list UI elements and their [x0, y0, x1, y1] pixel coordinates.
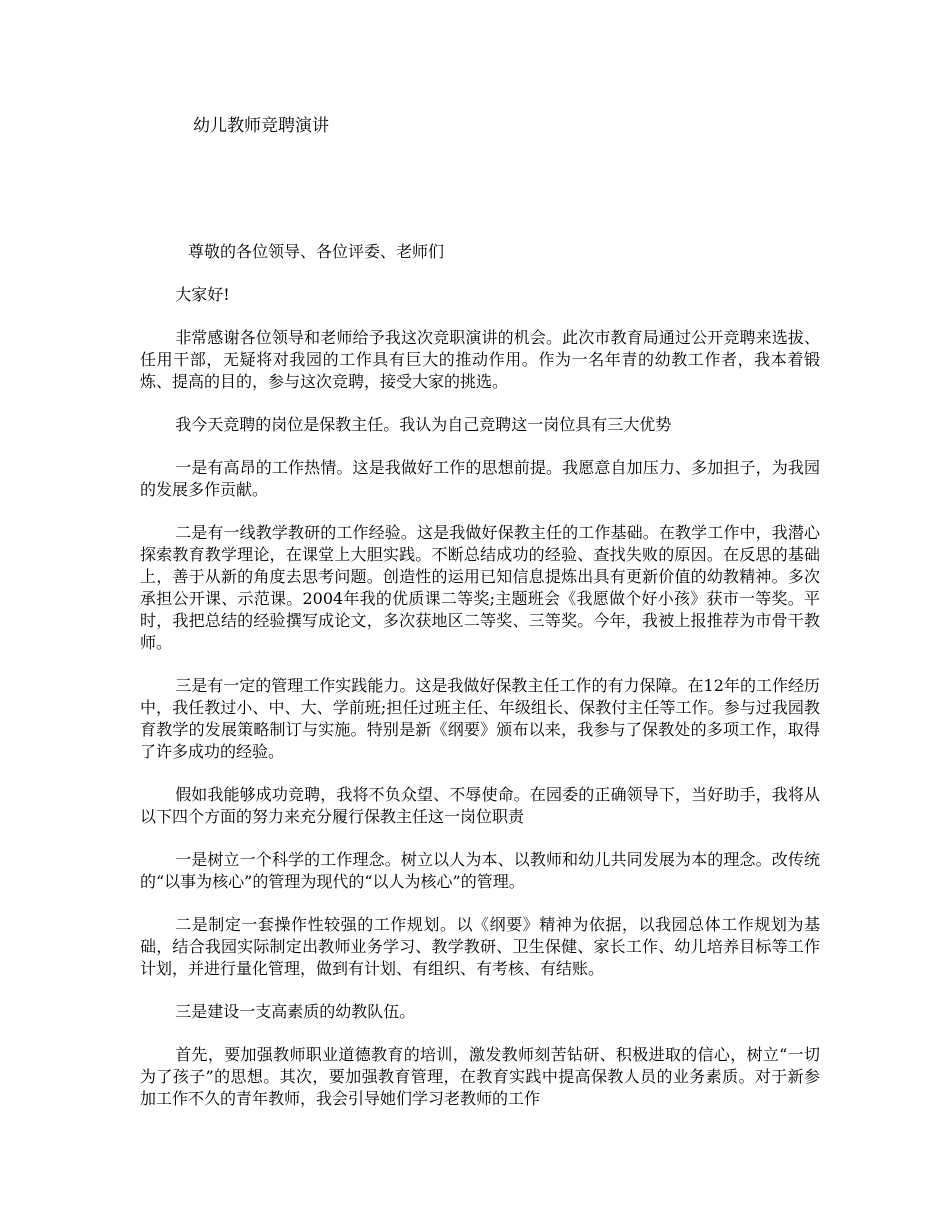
paragraph-advantage-1: 一是有高昂的工作热情。这是我做好工作的思想前提。我愿意自加压力、多加担子，为我园的发展多作贡献。: [140, 458, 820, 499]
document-title: 幼儿教师竞聘演讲: [193, 116, 329, 136]
salutation: 尊敬的各位领导、各位评委、老师们: [188, 242, 445, 261]
paragraph-position: 我今天竞聘的岗位是保教主任。我认为自己竞聘这一岗位具有三大优势: [175, 415, 672, 434]
paragraph-duty-2: 二是制定一套操作性较强的工作规划。以《纲要》精神为依据，以我园总体工作规划为基础，结合我园实际制定出教师业务学习、教学教研、卫生保健、家长工作、幼儿培养目标等工作计划，并进行量化管理，做到有计划、有组织、有考核、有结账。: [140, 915, 820, 978]
paragraph-duty-3: 三是建设一支高素质的幼教队伍。: [175, 1002, 416, 1021]
paragraph-duty-1: 一是树立一个科学的工作理念。树立以人为本、以教师和幼儿共同发展为本的理念。改传统的“以事为核心”的管理为现代的“以人为核心”的管理。: [140, 850, 820, 891]
paragraph-training: 首先，要加强教师职业道德教育的培训，激发教师刻苦钻研、积极进取的信心，树立“一切为了孩子”的思想。其次，要加强教育管理，在教育实践中提高保教人员的业务素质。对于新参加工作不久的青年教师，我会引导她们学习老教师的工作: [140, 1045, 820, 1108]
paragraph-greeting: 大家好!: [175, 285, 230, 304]
document-body: [140, 284, 820, 1131]
paragraph-thanks: 非常感谢各位领导和老师给予我这次竞职演讲的机会。此次市教育局通过公开竞聘来选拔、任用干部，无疑将对我园的工作具有巨大的推动作用。作为一名年青的幼教工作者，我本着锻炼、提高的目的，参与这次竞聘，接受大家的挑选。: [140, 328, 820, 391]
paragraph-advantage-2: 二是有一线教学教研的工作经验。这是我做好保教主任的工作基础。在教学工作中，我潜心探索教育教学理论，在课堂上大胆实践。不断总结成功的经验、查找失败的原因。在反思的基础上，善于从新的角度去思考问题。创造性的运用已知信息提炼出具有更新价值的幼教精神。多次承担公开课、示范课。2004年我的优质课二等奖;主题班会《我愿做个好小孩》获市一等奖。平时，我把总结的经验撰写成论文，多次获地区二等奖、三等奖。今年，我被上报推荐为市骨干教师。: [140, 523, 820, 652]
paragraph-advantage-3: 三是有一定的管理工作实践能力。这是我做好保教主任工作的有力保障。在12年的工作经历中，我任教过小、中、大、学前班;担任过班主任、年级组长、保教付主任等工作。参与过我园教育教学的发展策略制订与实施。特别是新《纲要》颁布以来，我参与了保教处的多项工作，取得了许多成功的经验。: [140, 676, 820, 761]
paragraph-commitment: 假如我能够成功竞聘，我将不负众望、不辱使命。在园委的正确领导下，当好助手，我将从以下四个方面的努力来充分履行保教主任这一岗位职责: [140, 785, 820, 826]
